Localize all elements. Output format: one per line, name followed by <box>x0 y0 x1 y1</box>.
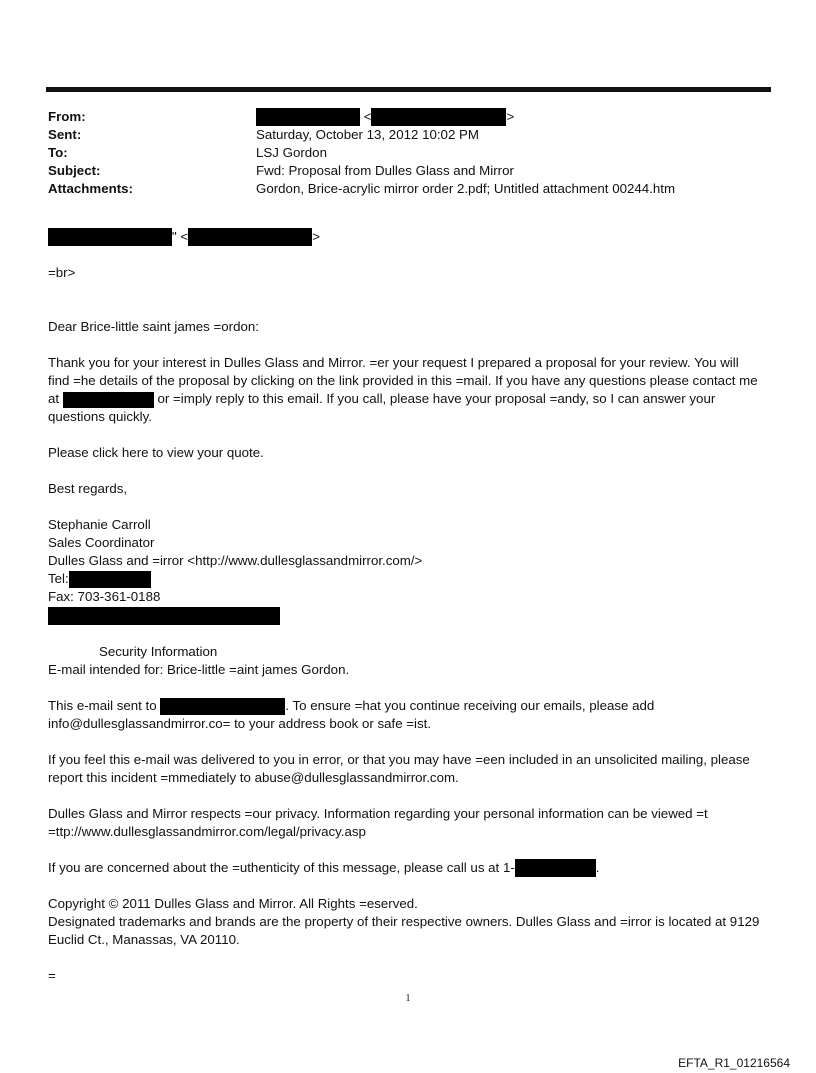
email-body <box>48 228 774 985</box>
redaction-box <box>188 228 312 246</box>
from-label: From: <box>48 109 86 124</box>
document-id: EFTA_R1_01216564 <box>678 1056 790 1070</box>
to-label: To: <box>48 145 68 160</box>
page-number: 1 <box>405 993 411 1004</box>
error-line-2: report this incident =mmediately to abuse@dullesglassandmirror.com. <box>48 769 459 785</box>
redaction-box <box>371 108 506 126</box>
error-line: If you feel this e-mail was delivered to you in error, or that you may have =een included in an unsolicited mailing, please <box>48 751 750 767</box>
email-header <box>48 108 772 198</box>
forward-line <box>48 228 774 246</box>
to-row <box>48 144 772 162</box>
redaction-box <box>160 698 285 715</box>
attachments-row <box>48 180 772 198</box>
security-line: E-mail intended for: Brice-little =aint james Gordon. <box>48 661 350 677</box>
tel-label: Tel: <box>48 571 69 587</box>
click-here-link[interactable]: Please click here to view your quote. <box>48 445 264 461</box>
to-value: LSJ Gordon <box>256 145 327 160</box>
redaction-box <box>256 108 360 126</box>
sent-to-line <box>48 697 774 715</box>
sent-label: Sent: <box>48 127 82 142</box>
forward-close: > <box>312 229 320 244</box>
signature-company: Dulles Glass and =irror <http://www.dullesglassandmirror.com/> <box>48 553 423 569</box>
from-open-bracket: < <box>363 109 372 124</box>
redaction-box <box>515 859 596 877</box>
redaction-box <box>63 392 154 408</box>
trailing-equals: = <box>48 968 56 984</box>
privacy-line: Dulles Glass and Mirror respects =our privacy. Information regarding your personal information can be viewed =t <box>48 805 708 821</box>
signature-name: Stephanie Carroll <box>48 517 151 533</box>
signature-tel <box>48 570 774 588</box>
paragraph-line: questions quickly. <box>48 409 152 425</box>
sent-row <box>48 126 772 144</box>
br-line: =br> <box>48 265 76 281</box>
signature-redacted <box>48 606 774 624</box>
reply-text: or =imply reply to this email. If you call, please have your proposal =andy, so I can answer your <box>157 391 716 407</box>
signature-fax: Fax: 703-361-0188 <box>48 589 161 605</box>
copyright-line: Copyright © 2011 Dulles Glass and Mirror. All Rights =eserved. <box>48 896 418 912</box>
from-value <box>256 108 772 126</box>
at-text: at <box>48 391 60 407</box>
trademark-line-2: Euclid Ct., Manassas, VA 20110. <box>48 932 240 948</box>
attachments-label: Attachments: <box>48 181 133 196</box>
from-row <box>48 108 772 126</box>
paragraph-line: find =he details of the proposal by clicking on the link provided in this =mail. If you have any questions please contact me <box>48 373 758 389</box>
security-title: Security Information <box>99 643 218 659</box>
concerned-period: . <box>595 859 600 875</box>
concerned-line <box>48 859 774 877</box>
forward-quote-open: " < <box>172 229 189 244</box>
sent-to-text-2: . To ensure =hat you continue receiving our emails, please add <box>285 697 655 713</box>
closing: Best regards, <box>48 481 128 497</box>
concerned-text: If you are concerned about the =uthenticity of this message, please call us at 1- <box>48 859 515 875</box>
header-rule <box>46 87 771 92</box>
from-close-bracket: > <box>506 109 515 124</box>
paragraph-line <box>48 390 774 408</box>
attachments-value: Gordon, Brice-acrylic mirror order 2.pdf; Untitled attachment 00244.htm <box>256 181 676 196</box>
subject-row <box>48 162 772 180</box>
redaction-box <box>48 607 280 625</box>
redaction-box <box>69 571 151 588</box>
trademark-line: Designated trademarks and brands are the property of their respective owners. Dulles Glass and =irror is located at 9129 <box>48 914 760 930</box>
privacy-line-2: =ttp://www.dullesglassandmirror.com/legal/privacy.asp <box>48 823 366 839</box>
subject-label: Subject: <box>48 163 101 178</box>
sent-value: Saturday, October 13, 2012 10:02 PM <box>256 127 479 142</box>
paragraph-line: Thank you for your interest in Dulles Glass and Mirror. =er your request I prepared a proposal for your review. You will <box>48 355 739 371</box>
sent-to-line-2: info@dullesglassandmirror.co= to your address book or safe =ist. <box>48 715 432 731</box>
greeting: Dear Brice-little saint james =ordon: <box>48 319 259 335</box>
signature-title: Sales Coordinator <box>48 535 155 551</box>
redaction-box <box>48 228 172 246</box>
sent-to-text: This e-mail sent to <box>48 697 157 713</box>
subject-value: Fwd: Proposal from Dulles Glass and Mirror <box>256 163 514 178</box>
